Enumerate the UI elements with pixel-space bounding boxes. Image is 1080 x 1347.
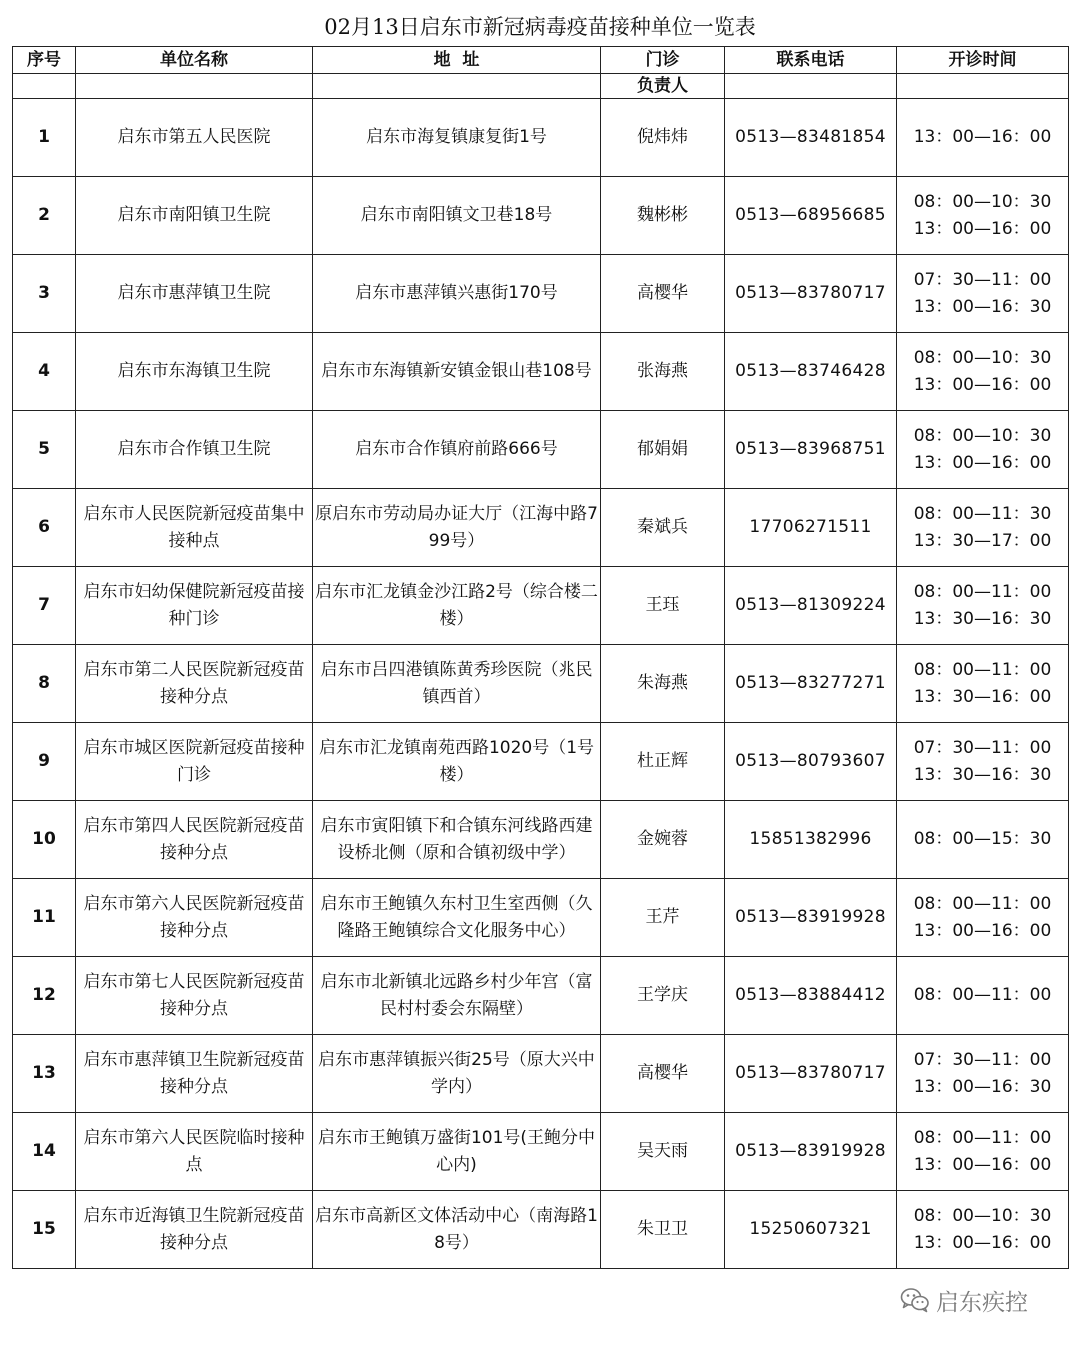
table-row bbox=[13, 1113, 1069, 1191]
header-sub-empty bbox=[725, 74, 897, 99]
unit-address: 启东市高新区文体活动中心（南海路18号） bbox=[313, 1191, 601, 1269]
unit-address: 启东市南阳镇文卫巷18号 bbox=[313, 177, 601, 255]
hours-line: 08：00—10：30 bbox=[913, 1205, 1052, 1226]
unit-name: 启东市妇幼保健院新冠疫苗接种门诊 bbox=[76, 567, 313, 645]
contact-phone: 15851382996 bbox=[725, 801, 897, 879]
unit-name: 启东市第四人民医院新冠疫苗接种分点 bbox=[76, 801, 313, 879]
unit-address: 启东市东海镇新安镇金银山巷108号 bbox=[313, 333, 601, 411]
clinic-person: 张海燕 bbox=[601, 333, 725, 411]
contact-phone: 0513—83746428 bbox=[725, 333, 897, 411]
row-number: 7 bbox=[13, 567, 76, 645]
table-row bbox=[13, 255, 1069, 333]
hours-line: 07：30—11：00 bbox=[913, 1049, 1052, 1070]
table-row bbox=[13, 723, 1069, 801]
wechat-icon bbox=[900, 1287, 930, 1313]
row-number: 3 bbox=[13, 255, 76, 333]
unit-address: 启东市吕四港镇陈黄秀珍医院（兆民镇西首） bbox=[313, 645, 601, 723]
header-no: 序号 bbox=[13, 47, 76, 74]
clinic-person: 倪炜炜 bbox=[601, 99, 725, 177]
unit-name: 启东市第六人民医院新冠疫苗接种分点 bbox=[76, 879, 313, 957]
header-address: 地 址 bbox=[313, 47, 601, 74]
header-sub-empty bbox=[76, 74, 313, 99]
header-subrow bbox=[13, 74, 1069, 99]
clinic-person: 朱卫卫 bbox=[601, 1191, 725, 1269]
clinic-person: 高樱华 bbox=[601, 255, 725, 333]
hours-line: 08：00—11：00 bbox=[913, 659, 1052, 680]
hours-line: 13：30—16：00 bbox=[913, 686, 1052, 707]
hours-line: 13：00—16：00 bbox=[913, 218, 1052, 239]
hours-line: 13：00—16：00 bbox=[913, 920, 1052, 941]
table-row bbox=[13, 645, 1069, 723]
unit-address: 启东市惠萍镇兴惠街170号 bbox=[313, 255, 601, 333]
row-number: 12 bbox=[13, 957, 76, 1035]
table-body bbox=[13, 47, 1069, 1269]
unit-address: 启东市合作镇府前路666号 bbox=[313, 411, 601, 489]
header-sub-empty bbox=[13, 74, 76, 99]
unit-name: 启东市第六人民医院临时接种点 bbox=[76, 1113, 313, 1191]
hours-line: 13：30—17：00 bbox=[913, 530, 1052, 551]
unit-name: 启东市第二人民医院新冠疫苗接种分点 bbox=[76, 645, 313, 723]
hours-line: 08：00—11：00 bbox=[913, 581, 1052, 602]
row-number: 4 bbox=[13, 333, 76, 411]
unit-address: 启东市北新镇北远路乡村少年宫（富民村村委会东隔壁） bbox=[313, 957, 601, 1035]
unit-name: 启东市近海镇卫生院新冠疫苗接种分点 bbox=[76, 1191, 313, 1269]
unit-name: 启东市人民医院新冠疫苗集中接种点 bbox=[76, 489, 313, 567]
table-row bbox=[13, 177, 1069, 255]
clinic-person: 王芹 bbox=[601, 879, 725, 957]
table-row bbox=[13, 567, 1069, 645]
table-row bbox=[13, 957, 1069, 1035]
table-row bbox=[13, 879, 1069, 957]
unit-address: 原启东市劳动局办证大厅（江海中路799号） bbox=[313, 489, 601, 567]
row-number: 1 bbox=[13, 99, 76, 177]
unit-address: 启东市海复镇康复街1号 bbox=[313, 99, 601, 177]
row-number: 5 bbox=[13, 411, 76, 489]
hours-line: 13：00—16：00 bbox=[913, 374, 1052, 395]
clinic-person: 高樱华 bbox=[601, 1035, 725, 1113]
hours-line: 13：30—16：30 bbox=[913, 608, 1052, 629]
unit-name: 启东市第七人民医院新冠疫苗接种分点 bbox=[76, 957, 313, 1035]
hours-line: 13：30—16：30 bbox=[913, 764, 1052, 785]
opening-hours bbox=[897, 567, 1069, 645]
hours-line: 08：00—11：00 bbox=[913, 893, 1052, 914]
header-phone: 联系电话 bbox=[725, 47, 897, 74]
hours-line: 08：00—11：30 bbox=[913, 503, 1052, 524]
hours-line: 08：00—11：00 bbox=[913, 985, 1052, 1005]
contact-phone: 0513—83277271 bbox=[725, 645, 897, 723]
header-clinic-sub: 负责人 bbox=[601, 74, 725, 99]
opening-hours bbox=[897, 99, 1069, 177]
opening-hours bbox=[897, 489, 1069, 567]
clinic-person: 郁娟娟 bbox=[601, 411, 725, 489]
contact-phone: 0513—68956685 bbox=[725, 177, 897, 255]
unit-name: 启东市第五人民医院 bbox=[76, 99, 313, 177]
clinic-person: 金婉蓉 bbox=[601, 801, 725, 879]
clinic-person: 吴天雨 bbox=[601, 1113, 725, 1191]
row-number: 15 bbox=[13, 1191, 76, 1269]
contact-phone: 15250607321 bbox=[725, 1191, 897, 1269]
hours-line: 07：30—11：00 bbox=[913, 737, 1052, 758]
contact-phone: 0513—81309224 bbox=[725, 567, 897, 645]
opening-hours bbox=[897, 1113, 1069, 1191]
clinic-person: 王学庆 bbox=[601, 957, 725, 1035]
hours-line: 08：00—10：30 bbox=[913, 425, 1052, 446]
opening-hours bbox=[897, 255, 1069, 333]
header-clinic: 门诊 bbox=[601, 47, 725, 74]
contact-phone: 0513—83884412 bbox=[725, 957, 897, 1035]
opening-hours bbox=[897, 879, 1069, 957]
header-sub-empty bbox=[313, 74, 601, 99]
page-title: 02月13日启东市新冠病毒疫苗接种单位一览表 bbox=[324, 15, 756, 39]
watermark-text: 启东疾控 bbox=[936, 1289, 1028, 1316]
opening-hours bbox=[897, 645, 1069, 723]
hours-line: 13：00—16：30 bbox=[913, 1076, 1052, 1097]
hours-line: 07：30—11：00 bbox=[913, 269, 1052, 290]
unit-address: 启东市汇龙镇金沙江路2号（综合楼二楼） bbox=[313, 567, 601, 645]
clinic-person: 秦斌兵 bbox=[601, 489, 725, 567]
vaccination-units-table bbox=[12, 46, 1069, 1269]
hours-line: 13：00—16：30 bbox=[913, 296, 1052, 317]
hours-line: 13：00—16：00 bbox=[913, 127, 1052, 147]
unit-address: 启东市王鲍镇万盛街101号(王鲍分中心内) bbox=[313, 1113, 601, 1191]
hours-line: 13：00—16：00 bbox=[913, 1154, 1052, 1175]
unit-name: 启东市南阳镇卫生院 bbox=[76, 177, 313, 255]
clinic-person: 魏彬彬 bbox=[601, 177, 725, 255]
contact-phone: 0513—83780717 bbox=[725, 1035, 897, 1113]
header-row bbox=[13, 47, 1069, 74]
contact-phone: 0513—83919928 bbox=[725, 1113, 897, 1191]
opening-hours bbox=[897, 957, 1069, 1035]
unit-name: 启东市惠萍镇卫生院 bbox=[76, 255, 313, 333]
hours-line: 08：00—15：30 bbox=[913, 829, 1052, 849]
unit-name: 启东市惠萍镇卫生院新冠疫苗接种分点 bbox=[76, 1035, 313, 1113]
hours-line: 08：00—10：30 bbox=[913, 347, 1052, 368]
contact-phone: 0513—83780717 bbox=[725, 255, 897, 333]
opening-hours bbox=[897, 411, 1069, 489]
unit-name: 启东市合作镇卫生院 bbox=[76, 411, 313, 489]
clinic-person: 杜正辉 bbox=[601, 723, 725, 801]
opening-hours bbox=[897, 177, 1069, 255]
table-row bbox=[13, 489, 1069, 567]
opening-hours bbox=[897, 1035, 1069, 1113]
header-hours: 开诊时间 bbox=[897, 47, 1069, 74]
contact-phone: 0513—80793607 bbox=[725, 723, 897, 801]
clinic-person: 朱海燕 bbox=[601, 645, 725, 723]
table-row bbox=[13, 801, 1069, 879]
table-row bbox=[13, 411, 1069, 489]
row-number: 2 bbox=[13, 177, 76, 255]
contact-phone: 17706271511 bbox=[725, 489, 897, 567]
row-number: 14 bbox=[13, 1113, 76, 1191]
opening-hours bbox=[897, 1191, 1069, 1269]
opening-hours bbox=[897, 723, 1069, 801]
watermark bbox=[900, 1285, 1028, 1315]
hours-line: 13：00—16：00 bbox=[913, 1232, 1052, 1253]
header-unit: 单位名称 bbox=[76, 47, 313, 74]
table-row bbox=[13, 333, 1069, 411]
row-number: 9 bbox=[13, 723, 76, 801]
unit-address: 启东市王鲍镇久东村卫生室西侧（久隆路王鲍镇综合文化服务中心） bbox=[313, 879, 601, 957]
table-row bbox=[13, 99, 1069, 177]
table-row bbox=[13, 1191, 1069, 1269]
row-number: 13 bbox=[13, 1035, 76, 1113]
row-number: 11 bbox=[13, 879, 76, 957]
unit-address: 启东市汇龙镇南苑西路1020号（1号楼） bbox=[313, 723, 601, 801]
unit-name: 启东市东海镇卫生院 bbox=[76, 333, 313, 411]
hours-line: 13：00—16：00 bbox=[913, 452, 1052, 473]
unit-address: 启东市寅阳镇下和合镇东河线路西建设桥北侧（原和合镇初级中学） bbox=[313, 801, 601, 879]
row-number: 10 bbox=[13, 801, 76, 879]
row-number: 8 bbox=[13, 645, 76, 723]
contact-phone: 0513—83919928 bbox=[725, 879, 897, 957]
unit-address: 启东市惠萍镇振兴街25号（原大兴中学内） bbox=[313, 1035, 601, 1113]
hours-line: 08：00—10：30 bbox=[913, 191, 1052, 212]
clinic-person: 王珏 bbox=[601, 567, 725, 645]
header-sub-empty bbox=[897, 74, 1069, 99]
opening-hours bbox=[897, 801, 1069, 879]
hours-line: 08：00—11：00 bbox=[913, 1127, 1052, 1148]
contact-phone: 0513—83481854 bbox=[725, 99, 897, 177]
unit-name: 启东市城区医院新冠疫苗接种门诊 bbox=[76, 723, 313, 801]
opening-hours bbox=[897, 333, 1069, 411]
row-number: 6 bbox=[13, 489, 76, 567]
table-row bbox=[13, 1035, 1069, 1113]
contact-phone: 0513—83968751 bbox=[725, 411, 897, 489]
